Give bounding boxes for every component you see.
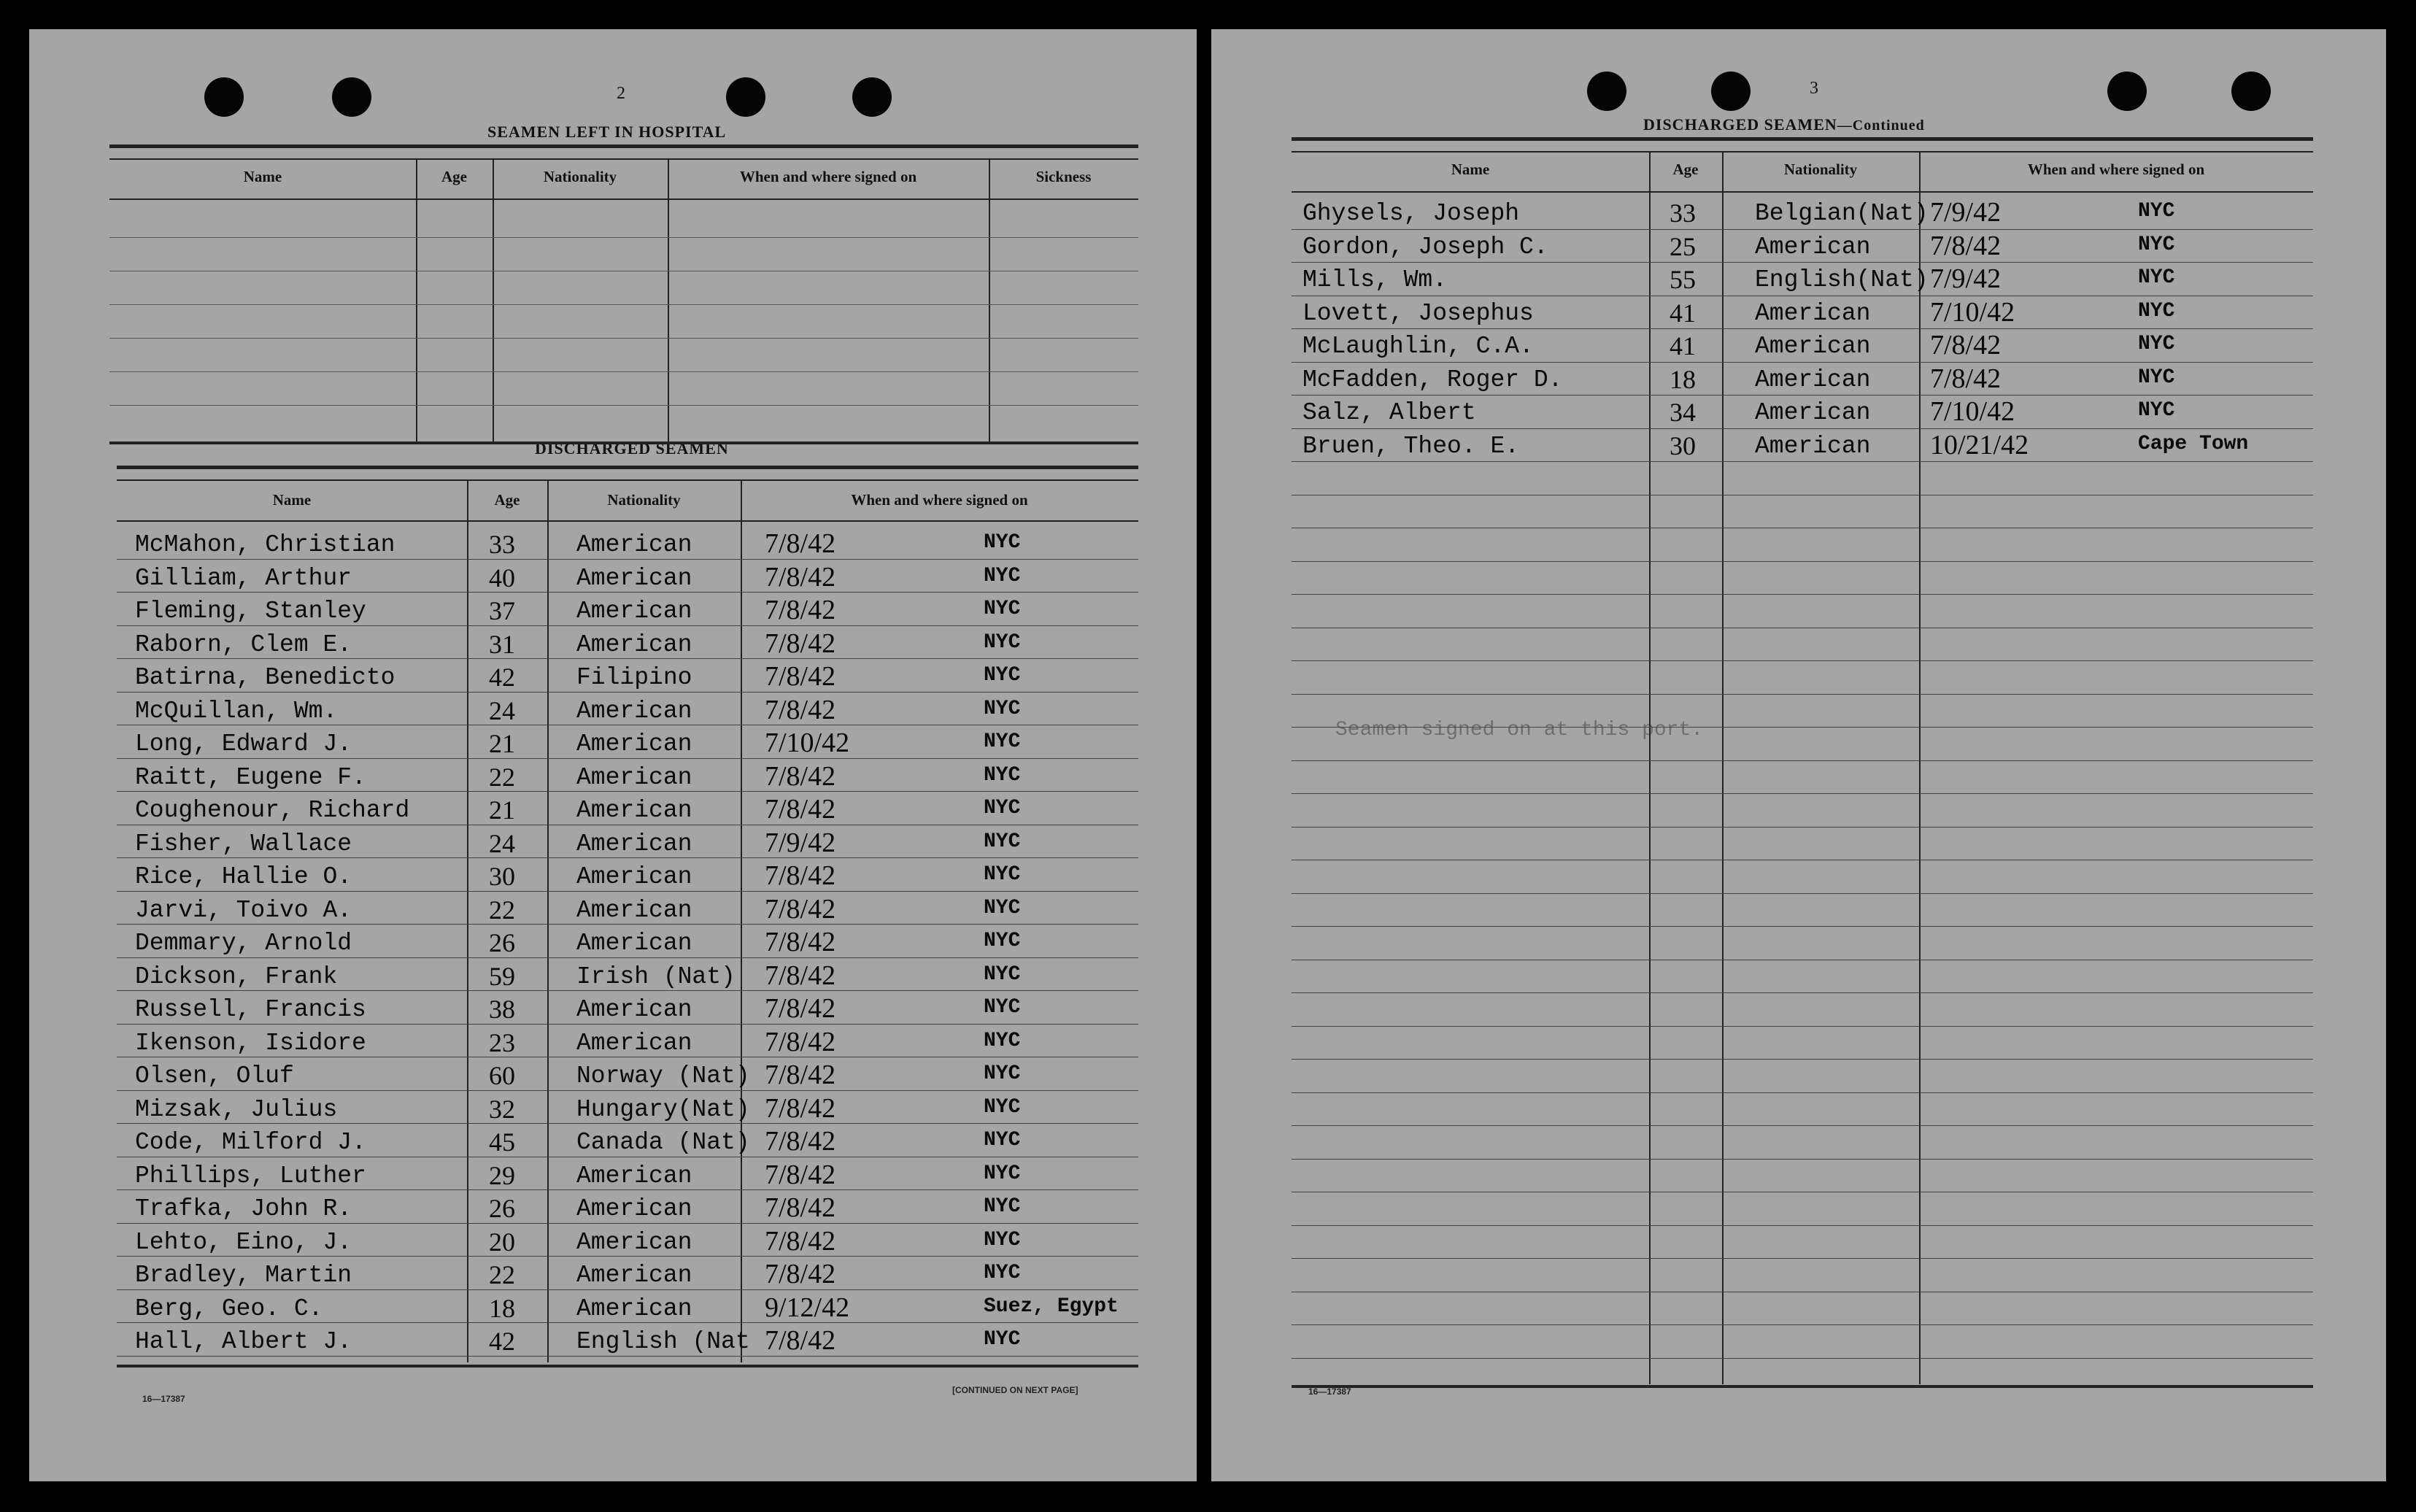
- rule-line: [1292, 827, 2313, 828]
- rule-line: [117, 520, 1138, 522]
- table-row-age: 24: [489, 828, 515, 858]
- rule-line: [1292, 1059, 2313, 1060]
- hospital-col-nationality: Nationality: [543, 168, 617, 185]
- hospital-col-sickness: Sickness: [1035, 168, 1092, 185]
- table-row-age: 18: [489, 1293, 515, 1323]
- rule-line: [117, 1189, 1138, 1190]
- table-row-name: Hall, Albert J.: [135, 1328, 352, 1355]
- table-row-age: 26: [489, 1194, 515, 1223]
- rule-line: [117, 466, 1138, 469]
- table-row-nationality: American: [576, 1295, 692, 1322]
- rule-line: [109, 144, 1138, 148]
- title-suffix: —Continued: [1837, 117, 1925, 134]
- table-row-place: NYC: [984, 1328, 1021, 1351]
- table-row-age: 41: [1670, 298, 1696, 328]
- table-row-date: 7/8/42: [765, 528, 836, 559]
- punch-hole: [1587, 72, 1626, 111]
- continued-section-title: [1643, 115, 1925, 134]
- table-row-name: Russell, Francis: [135, 996, 366, 1023]
- table-row-age: 22: [489, 762, 515, 792]
- table-row-name: Olsen, Oluf: [135, 1062, 294, 1089]
- table-row-place: NYC: [984, 930, 1021, 952]
- rule-line: [109, 405, 1138, 406]
- table-row-name: Coughenour, Richard: [135, 797, 410, 824]
- rule-line: [109, 304, 1138, 305]
- column-rule: [1722, 151, 1724, 1384]
- table-row-place: NYC: [984, 1195, 1021, 1218]
- table-row-name: Code, Milford J.: [135, 1129, 366, 1156]
- table-row-nationality: American: [1755, 399, 1871, 426]
- table-row-date: 7/8/42: [765, 960, 836, 991]
- column-rule: [547, 479, 549, 1362]
- table-row-age: 24: [489, 695, 515, 725]
- table-row-place: NYC: [2138, 299, 2175, 323]
- table-row-date: 7/8/42: [765, 628, 836, 659]
- table-row-date: 7/8/42: [765, 1026, 836, 1057]
- table-row-date: 7/8/42: [765, 1092, 836, 1124]
- rule-line: [117, 592, 1138, 593]
- table-row-date: 7/8/42: [765, 893, 836, 925]
- continued-col-when-signed: When and where signed on: [2027, 161, 2205, 178]
- table-row-date: 7/8/42: [765, 694, 836, 725]
- table-row-place: NYC: [984, 1095, 1021, 1119]
- table-row-age: 30: [489, 862, 515, 891]
- table-row-place: NYC: [984, 564, 1021, 587]
- table-row-name: Lovett, Josephus: [1302, 299, 1534, 327]
- table-row-nationality: American: [576, 896, 692, 924]
- table-row-age: 18: [1670, 364, 1696, 394]
- table-row-nationality: American: [1755, 366, 1871, 393]
- table-row-name: Ikenson, Isidore: [135, 1029, 366, 1057]
- table-row-name: Long, Edward J.: [135, 730, 352, 757]
- table-row-nationality: Canada (Nat): [576, 1129, 750, 1156]
- table-row-place: NYC: [984, 1129, 1021, 1152]
- left-page: [29, 29, 1197, 1481]
- table-row-name: Phillips, Luther: [135, 1162, 366, 1189]
- table-row-name: Fisher, Wallace: [135, 830, 352, 857]
- table-row-age: 21: [489, 729, 515, 758]
- table-row-name: Batirna, Benedicto: [135, 664, 395, 691]
- punch-hole: [1711, 72, 1751, 111]
- continued-col-age: Age: [1672, 161, 1699, 178]
- table-row-nationality: American: [576, 697, 692, 725]
- table-row-date: 7/8/42: [765, 661, 836, 692]
- table-row-place: NYC: [2138, 333, 2175, 355]
- rule-line: [1292, 1385, 2313, 1388]
- table-row-date: 9/12/42: [765, 1292, 850, 1323]
- table-row-date: 7/8/42: [765, 1225, 836, 1257]
- table-row-age: 34: [1670, 398, 1696, 427]
- rule-line: [1292, 727, 2313, 728]
- rule-line: [109, 158, 1138, 160]
- table-row-date: 7/8/42: [1930, 330, 2002, 360]
- table-row-name: Demmary, Arnold: [135, 930, 352, 957]
- table-row-age: 40: [489, 563, 515, 593]
- column-rule: [1649, 151, 1651, 1384]
- rule-line: [1292, 793, 2313, 794]
- table-row-place: NYC: [984, 697, 1021, 720]
- table-row-name: Jarvi, Toivo A.: [135, 896, 352, 924]
- table-row-nationality: American: [1755, 333, 1871, 360]
- table-row-age: 23: [489, 1027, 515, 1057]
- rule-line: [1292, 1125, 2313, 1126]
- table-row-nationality: American: [576, 1228, 692, 1256]
- continued-note: [CONTINUED ON NEXT PAGE]: [952, 1385, 1078, 1395]
- punch-hole: [2231, 72, 2271, 111]
- rule-line: [1292, 1258, 2313, 1259]
- rule-line: [117, 990, 1138, 991]
- table-row-age: 22: [489, 1260, 515, 1289]
- rule-line: [1292, 594, 2313, 595]
- table-row-age: 20: [489, 1227, 515, 1257]
- continued-col-name: Name: [1451, 161, 1490, 178]
- rule-line: [109, 371, 1138, 372]
- table-row-place: NYC: [2138, 200, 2175, 223]
- table-row-nationality: Belgian(Nat): [1755, 200, 1929, 227]
- rule-line: [117, 625, 1138, 626]
- table-row-nationality: American: [576, 930, 692, 957]
- rule-line: [117, 1365, 1138, 1368]
- rule-line: [1292, 1092, 2313, 1093]
- discharged-col-name: Name: [272, 491, 312, 509]
- table-row-age: 22: [489, 895, 515, 925]
- table-row-nationality: Filipino: [576, 664, 692, 691]
- table-row-date: 7/10/42: [1930, 396, 2015, 427]
- rule-line: [1292, 992, 2313, 993]
- table-row-name: Berg, Geo. C.: [135, 1295, 323, 1322]
- rule-line: [1292, 328, 2313, 329]
- table-row-date: 7/8/42: [1930, 363, 2002, 394]
- table-row-place: NYC: [984, 797, 1021, 819]
- rule-line: [1292, 362, 2313, 363]
- table-row-nationality: American: [576, 996, 692, 1023]
- table-row-date: 7/8/42: [765, 794, 836, 825]
- table-row-date: 7/9/42: [765, 827, 836, 858]
- rule-line: [109, 198, 1138, 200]
- table-row-date: 7/9/42: [1930, 263, 2002, 294]
- discharged-section-title: DISCHARGED SEAMEN: [535, 439, 729, 458]
- table-row-nationality: American: [576, 598, 692, 625]
- table-row-place: NYC: [984, 1062, 1021, 1085]
- table-row-date: 7/8/42: [765, 1192, 836, 1223]
- table-row-place: NYC: [984, 996, 1021, 1019]
- table-row-nationality: American: [1755, 432, 1871, 460]
- rule-line: [117, 1322, 1138, 1323]
- table-row-date: 7/8/42: [765, 561, 836, 593]
- table-row-age: 38: [489, 995, 515, 1024]
- table-row-age: 33: [489, 530, 515, 559]
- table-row-age: 45: [489, 1127, 515, 1157]
- continued-col-nationality: Nationality: [1783, 161, 1858, 178]
- rule-line: [117, 1024, 1138, 1025]
- table-row-nationality: American: [576, 763, 692, 791]
- table-row-date: 7/10/42: [765, 728, 850, 758]
- table-row-age: 37: [489, 596, 515, 625]
- rule-line: [1292, 1225, 2313, 1226]
- table-row-date: 7/8/42: [765, 1325, 836, 1356]
- table-row-name: Bradley, Martin: [135, 1262, 352, 1289]
- table-row-date: 7/8/42: [765, 760, 836, 792]
- table-row-nationality: American: [1755, 299, 1871, 327]
- punch-hole: [2107, 72, 2147, 111]
- table-row-date: 7/9/42: [1930, 197, 2002, 228]
- table-row-age: 60: [489, 1061, 515, 1090]
- table-row-nationality: American: [576, 1029, 692, 1057]
- column-rule: [989, 158, 990, 443]
- hospital-col-name: Name: [243, 168, 282, 185]
- table-row-date: 7/8/42: [765, 860, 836, 891]
- discharged-col-nationality: Nationality: [607, 491, 681, 509]
- table-row-age: 42: [489, 1327, 515, 1356]
- table-row-place: NYC: [2138, 399, 2175, 422]
- bleed-through-text: Seamen signed on at this port.: [1335, 719, 1704, 741]
- table-row-name: Rice, Hallie O.: [135, 863, 352, 890]
- rule-line: [1292, 262, 2313, 263]
- table-row-name: Mills, Wm.: [1302, 266, 1448, 293]
- table-row-age: 41: [1670, 331, 1696, 360]
- table-row-nationality: American: [576, 531, 692, 558]
- table-row-name: Raitt, Eugene F.: [135, 763, 366, 791]
- table-row-place: Cape Town: [2138, 432, 2249, 455]
- column-rule: [668, 158, 669, 443]
- table-row-name: Gilliam, Arthur: [135, 564, 352, 592]
- page-number: 3: [1810, 79, 1818, 98]
- table-row-age: 55: [1670, 265, 1696, 294]
- table-row-nationality: Irish (Nat): [576, 963, 736, 990]
- table-row-date: 7/8/42: [765, 1126, 836, 1157]
- table-row-name: Salz, Albert: [1302, 399, 1476, 426]
- table-row-nationality: American: [576, 1162, 692, 1189]
- form-code: 16—17387: [1308, 1386, 1351, 1397]
- table-row-age: 25: [1670, 231, 1696, 261]
- rule-line: [117, 658, 1138, 659]
- rule-line: [117, 1223, 1138, 1224]
- table-row-name: McLaughlin, C.A.: [1302, 333, 1534, 360]
- rule-line: [1292, 561, 2313, 562]
- table-row-name: Ghysels, Joseph: [1302, 200, 1520, 227]
- rule-line: [1292, 395, 2313, 396]
- table-row-nationality: English (Nat: [576, 1328, 750, 1355]
- table-row-name: Lehto, Eino, J.: [135, 1228, 352, 1256]
- table-row-age: 21: [489, 795, 515, 825]
- rule-line: [117, 957, 1138, 958]
- table-row-nationality: Norway (Nat): [576, 1062, 750, 1089]
- table-row-age: 32: [489, 1094, 515, 1124]
- table-row-place: NYC: [2138, 233, 2175, 256]
- hospital-col-age: Age: [441, 168, 467, 185]
- rule-line: [117, 758, 1138, 759]
- table-row-nationality: American: [576, 1195, 692, 1222]
- table-row-place: NYC: [984, 896, 1021, 919]
- rule-line: [1292, 229, 2313, 230]
- table-row-place: NYC: [984, 1162, 1021, 1185]
- table-row-place: NYC: [984, 598, 1021, 620]
- column-rule: [467, 479, 468, 1362]
- rule-line: [1292, 1026, 2313, 1027]
- rule-line: [1292, 760, 2313, 761]
- table-row-place: NYC: [984, 664, 1021, 687]
- table-row-place: NYC: [984, 763, 1021, 787]
- table-row-name: McFadden, Roger D.: [1302, 366, 1563, 393]
- punch-hole: [332, 77, 371, 117]
- table-row-name: Gordon, Joseph C.: [1302, 233, 1548, 261]
- punch-hole: [204, 77, 244, 117]
- rule-line: [117, 791, 1138, 792]
- table-row-age: 31: [489, 629, 515, 659]
- rule-line: [1292, 893, 2313, 894]
- rule-line: [117, 1256, 1138, 1257]
- table-row-nationality: American: [576, 797, 692, 824]
- table-row-place: NYC: [984, 963, 1021, 986]
- table-row-date: 7/8/42: [765, 1159, 836, 1190]
- rule-line: [1292, 694, 2313, 695]
- table-row-nationality: English(Nat): [1755, 266, 1929, 293]
- table-row-place: NYC: [2138, 266, 2175, 289]
- rule-line: [117, 479, 1138, 481]
- table-row-place: NYC: [984, 1029, 1021, 1052]
- rule-line: [117, 1123, 1138, 1124]
- table-row-date: 10/21/42: [1930, 429, 2029, 460]
- column-rule: [1919, 151, 1921, 1384]
- rule-line: [1292, 151, 2313, 153]
- table-row-age: 30: [1670, 431, 1696, 460]
- rule-line: [117, 1356, 1138, 1357]
- rule-line: [109, 338, 1138, 339]
- hospital-col-when-signed: When and where signed on: [739, 168, 917, 185]
- rule-line: [1292, 1358, 2313, 1359]
- table-row-date: 7/8/42: [765, 1259, 836, 1289]
- table-row-name: McMahon, Christian: [135, 531, 395, 558]
- table-row-nationality: American: [576, 830, 692, 857]
- table-row-name: Bruen, Theo. E.: [1302, 432, 1520, 460]
- rule-line: [117, 1289, 1138, 1290]
- rule-line: [117, 1090, 1138, 1091]
- table-row-date: 7/8/42: [765, 927, 836, 957]
- rule-line: [109, 237, 1138, 238]
- table-row-place: NYC: [984, 830, 1021, 853]
- table-row-place: NYC: [984, 1262, 1021, 1284]
- rule-line: [109, 441, 1138, 444]
- column-rule: [741, 479, 742, 1362]
- table-row-date: 7/8/42: [1930, 230, 2002, 261]
- table-row-name: Mizsak, Julius: [135, 1095, 338, 1123]
- rule-line: [1292, 461, 2313, 462]
- page-number: 2: [617, 84, 625, 103]
- table-row-nationality: American: [576, 630, 692, 658]
- table-row-age: 26: [489, 928, 515, 957]
- table-row-nationality: American: [576, 564, 692, 592]
- table-row-nationality: American: [576, 730, 692, 757]
- column-rule: [493, 158, 494, 443]
- table-row-age: 59: [489, 961, 515, 991]
- rule-line: [117, 559, 1138, 560]
- hospital-section-title: SEAMEN LEFT IN HOSPITAL: [487, 123, 727, 141]
- table-row-nationality: American: [576, 1262, 692, 1289]
- table-row-nationality: Hungary(Nat): [576, 1095, 750, 1123]
- table-row-place: NYC: [984, 1228, 1021, 1251]
- table-row-place: NYC: [2138, 366, 2175, 389]
- rule-line: [117, 857, 1138, 858]
- table-row-name: Dickson, Frank: [135, 963, 338, 990]
- rule-line: [1292, 1324, 2313, 1325]
- rule-line: [1292, 428, 2313, 429]
- punch-hole: [726, 77, 765, 117]
- rule-line: [1292, 660, 2313, 661]
- table-row-name: Raborn, Clem E.: [135, 630, 352, 658]
- rule-line: [1292, 137, 2313, 141]
- table-row-place: Suez, Egypt: [984, 1295, 1119, 1318]
- table-row-place: NYC: [984, 863, 1021, 886]
- rule-line: [1292, 926, 2313, 927]
- form-code: 16—17387: [142, 1394, 185, 1404]
- table-row-date: 7/8/42: [765, 1060, 836, 1090]
- table-row-place: NYC: [984, 531, 1021, 554]
- table-row-nationality: American: [1755, 233, 1871, 261]
- table-row-date: 7/10/42: [1930, 296, 2015, 328]
- table-row-place: NYC: [984, 730, 1021, 753]
- right-page: [1211, 29, 2386, 1481]
- table-row-nationality: American: [576, 863, 692, 890]
- rule-line: [117, 924, 1138, 925]
- table-row-age: 33: [1670, 198, 1696, 228]
- table-row-name: Fleming, Stanley: [135, 598, 366, 625]
- punch-hole: [852, 77, 892, 117]
- rule-line: [117, 891, 1138, 892]
- table-row-date: 7/8/42: [765, 993, 836, 1024]
- rule-line: [117, 692, 1138, 693]
- table-row-date: 7/8/42: [765, 595, 836, 625]
- table-row-age: 42: [489, 663, 515, 692]
- table-row-place: NYC: [984, 630, 1021, 654]
- title-main: DISCHARGED SEAMEN: [1643, 115, 1837, 134]
- discharged-col-when-signed: When and where signed on: [851, 491, 1028, 509]
- column-rule: [416, 158, 417, 443]
- rule-line: [1292, 191, 2313, 193]
- table-row-age: 29: [489, 1160, 515, 1190]
- table-row-name: McQuillan, Wm.: [135, 697, 338, 725]
- rule-line: [1292, 1159, 2313, 1160]
- table-row-name: Trafka, John R.: [135, 1195, 352, 1222]
- discharged-col-age: Age: [494, 491, 520, 509]
